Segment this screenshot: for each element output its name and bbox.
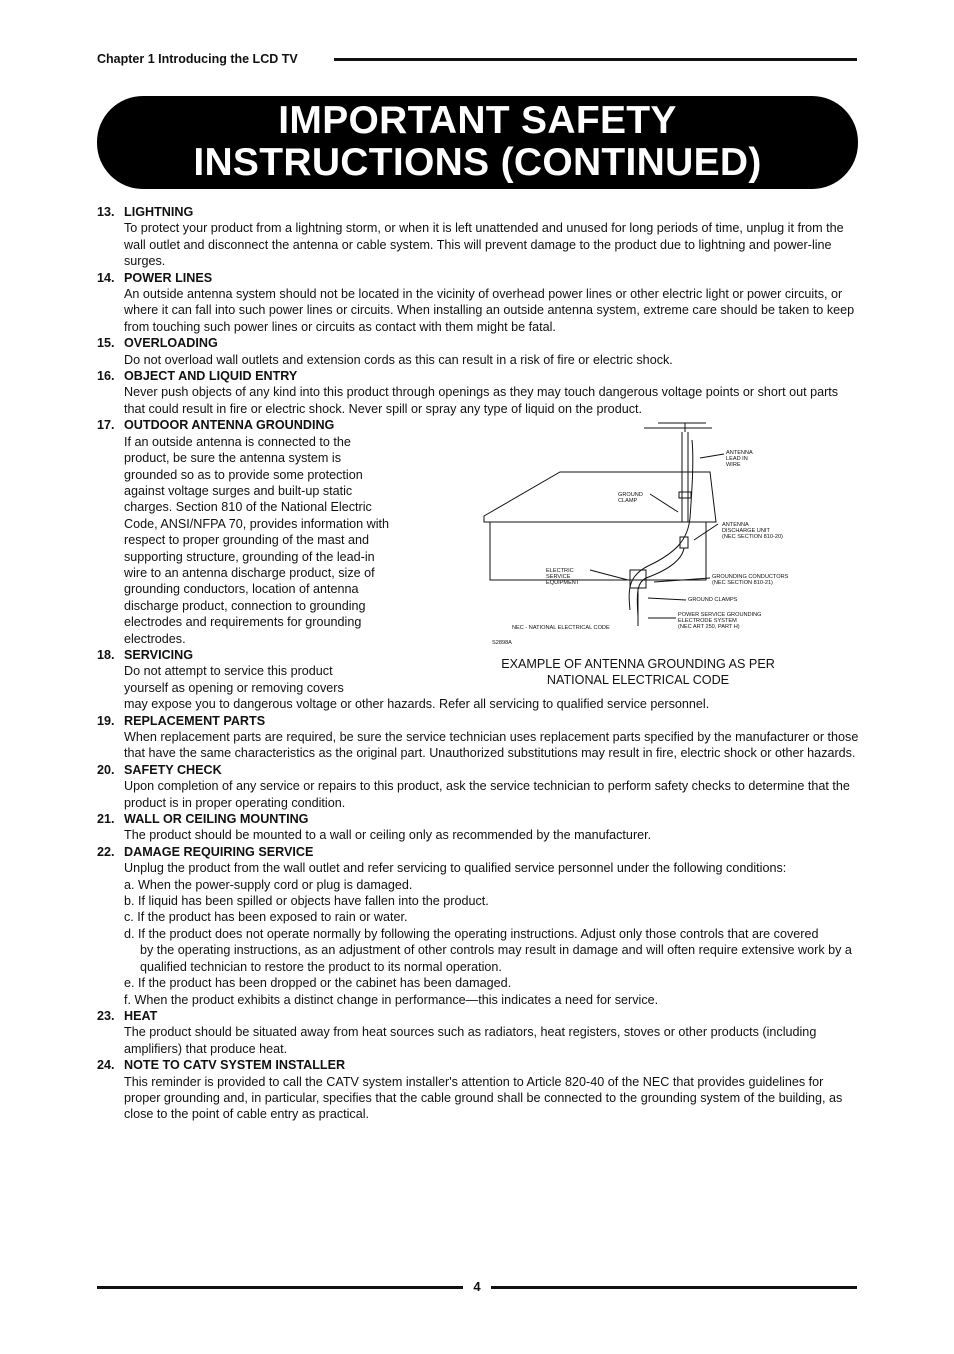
item-15: 15. OVERLOADING Do not overload wall outlets and extension cords as this can result in a risk of fire or electric shock.	[97, 335, 859, 368]
label-ground-clamps: GROUND CLAMPS	[688, 597, 738, 603]
item-body: The product should be situated away from heat sources such as radiators, heat registers, stoves or other products (including amplifiers) that produce heat.	[124, 1025, 817, 1056]
item-18: 18. SERVICING Do not attempt to service this product yourself as opening or removing covers may expose you to dangerous voltage or other hazards. Refer all servicing to qualified service personnel.	[97, 647, 859, 713]
item-title: OVERLOADING	[124, 336, 218, 351]
sub-item-a: a. When the power-supply cord or plug is damaged.	[124, 877, 413, 892]
item-title: OBJECT AND LIQUID ENTRY	[124, 369, 298, 384]
item-22: 22. DAMAGE REQUIRING SERVICE Unplug the product from the wall outlet and refer servicing to qualified service personnel under the following conditions: a. When the power-supply cord or plug is damaged. b. If liquid has been spilled or objects have fallen into the product. c. If the product has been exposed to rain or water. d. If the product does not operate normally by following the operating instructions. Adjust only those controls that are covered by the operating instructions, as an adjustment of other controls may result in damage and will often require extensive work by a qualified technician to restore the product to its normal operation. e. If the product has been dropped or the cabinet has been damaged. f. When the product exhibits a distinct change in performance—this indicates a need for service.	[97, 844, 859, 1008]
item-title: SAFETY CHECK	[124, 762, 222, 777]
item-title: OUTDOOR ANTENNA GROUNDING	[124, 418, 335, 433]
sub-item-e: e. If the product has been dropped or the cabinet has been damaged.	[124, 976, 512, 991]
sub-item-b: b. If liquid has been spilled or objects have fallen into the product.	[124, 894, 489, 909]
sub-item-f: f. When the product exhibits a distinct change in performance—this indicates a need for service.	[124, 992, 659, 1007]
antenna-grounding-figure	[478, 420, 808, 690]
item-title: LIGHTNING	[124, 205, 194, 219]
label-nec: NEC - NATIONAL ELECTRICAL CODE	[512, 625, 610, 631]
label-electric-service: ELECTRIC SERVICE EQUIPMENT	[546, 568, 580, 586]
label-power-service: POWER SERVICE GROUNDING ELECTRODE SYSTEM (NEC ART 250, PART H)	[678, 612, 762, 630]
item-14: 14. POWER LINES An outside antenna system should not be located in the vicinity of overhead power lines or other electric light or power circuits, or where it can fall into such power lines or circuits. When installing an outside antenna system, extreme care should be taken to keep from touching such power lines or circuits as contact with them might be fatal.	[97, 270, 859, 336]
item-title: POWER LINES	[124, 270, 213, 285]
item-body: Unplug the product from the wall outlet and refer servicing to qualified service personnel under the following conditions:	[124, 861, 787, 876]
figure-caption: EXAMPLE OF ANTENNA GROUNDING AS PER NATIONAL ELECTRICAL CODE	[501, 657, 775, 688]
sub-item-d: d. If the product does not operate normally by following the operating instructions. Adjust only those controls that are covered	[124, 926, 819, 941]
item-title: REPLACEMENT PARTS	[124, 713, 266, 728]
item-body: An outside antenna system should not be located in the vicinity of overhead power lines or other electric light or power circuits, or where it can fall into such power lines or circuits. When installing an outside antenna system, extreme care should be taken to keep from touching such power lines or circuits as contact with them might be fatal.	[124, 287, 855, 334]
item-title: WALL OR CEILING MOUNTING	[124, 812, 309, 827]
item-body: Never push objects of any kind into this product through openings as they may touch dangerous voltage points or short out parts that could result in fire or electric shock. Never spill or spray any type of liquid on the product.	[124, 385, 839, 416]
item-title: NOTE TO CATV SYSTEM INSTALLER	[124, 1058, 346, 1073]
item-body: Do not attempt to service this product yourself as opening or removing covers	[124, 664, 344, 695]
label-figure-code: S2898A	[492, 640, 512, 646]
item-body: If an outside antenna is connected to the product, be sure the antenna system is grounded so as to provide some protection against voltage surges and built-up static charges. Section 810 of the National Electric Code, ANSI/NFPA 70, provides information with respect to proper grounding of the mast and supporting structure, grounding of the lead-in wire to an antenna discharge product, size of grounding conductors, location of antenna discharge product, connection to grounding electrodes and requirements for grounding electrodes.	[124, 434, 390, 646]
item-23: 23. HEAT The product should be situated away from heat sources such as radiators, heat registers, stoves or other products (including amplifiers) that produce heat.	[97, 1008, 859, 1057]
antenna-grounding-diagram	[478, 420, 808, 652]
footer-rule-left	[97, 1286, 463, 1289]
item-title: HEAT	[124, 1008, 158, 1023]
page-number: 4	[473, 1279, 481, 1294]
item-title: DAMAGE REQUIRING SERVICE	[124, 844, 314, 859]
footer-rule-right	[491, 1286, 857, 1289]
item-body: When replacement parts are required, be sure the service technician uses replacement parts specified by the manufacturer or those that have the same characteristics as the original part. Unauthorized substitutions may result in fire, electric shock or other hazards.	[124, 730, 859, 761]
item-20: 20. SAFETY CHECK Upon completion of any service or repairs to this product, ask the service technician to perform safety checks to determine that the product is in proper operating condition.	[97, 762, 859, 811]
label-ground-clamp: GROUND CLAMP	[618, 492, 643, 504]
page-title-line-1: IMPORTANT SAFETY	[278, 99, 677, 142]
item-16: 16. OBJECT AND LIQUID ENTRY Never push objects of any kind into this product through openings as they may touch dangerous voltage points or short out parts that could result in fire or electric shock. Never spill or spray any type of liquid on the product.	[97, 368, 859, 417]
label-grounding-conductors: GROUNDING CONDUCTORS (NEC SECTION 810-21)	[712, 574, 789, 586]
item-19: 19. REPLACEMENT PARTS When replacement parts are required, be sure the service technician uses replacement parts specified by the manufacturer or those that have the same characteristics as the original part. Unauthorized substitutions may result in fire, electric shock or other hazards.	[97, 713, 859, 761]
item-body: This reminder is provided to call the CATV system installer's attention to Article 820-40 of the NEC that provides guidelines for proper grounding and, in particular, specifies that the cable ground shall be connected to the grounding system of the building, as close to the point of cable entry as practical.	[124, 1074, 843, 1122]
item-body: Upon completion of any service or repairs to this product, ask the service technician to perform safety checks to determine that the product is in proper operating condition.	[124, 779, 850, 810]
label-antenna-lead: ANTENNA LEAD IN WIRE	[726, 450, 753, 468]
item-body: To protect your product from a lightning storm, or when it is left unattended and unused for long periods of time, unplug it from the wall outlet and disconnect the antenna or cable system. This will prevent damage to the product due to lightning and power-line surges.	[124, 221, 844, 269]
item-body: The product should be mounted to a wall or ceiling only as recommended by the manufacturer.	[124, 828, 652, 843]
chapter-heading: Chapter 1 Introducing the LCD TV	[97, 52, 298, 66]
sub-item-d-continued: by the operating instructions, as an adjustment of other controls may result in damage and will often require extensive work by a qualified technician to restore the product to its normal operation.	[140, 943, 852, 974]
item-21: 21. WALL OR CEILING MOUNTING The product should be mounted to a wall or ceiling only as recommended by the manufacturer.	[97, 811, 859, 844]
sub-item-c: c. If the product has been exposed to rain or water.	[124, 910, 408, 925]
item-17: 17. OUTDOOR ANTENNA GROUNDING If an outside antenna is connected to the product, be sure the antenna system is grounded so as to provide some protection against voltage surges and built-up static charges. Section 810 of the National Electric Code, ANSI/NFPA 70, provides information with respect to proper grounding of the mast and supporting structure, grounding of the lead-in wire to an antenna discharge product, size of grounding conductors, location of antenna discharge product, connection to grounding electrodes and requirements for grounding electrodes.	[97, 417, 859, 647]
item-body-continued: may expose you to dangerous voltage or other hazards. Refer all servicing to qualified service personnel.	[124, 697, 710, 712]
item-24: 24. NOTE TO CATV SYSTEM INSTALLER This reminder is provided to call the CATV system installer's attention to Article 820-40 of the NEC that provides guidelines for proper grounding and, in particular, specifies that the cable ground shall be connected to the grounding system of the building, as close to the point of cable entry as practical.	[97, 1057, 859, 1123]
label-discharge-unit: ANTENNA DISCHARGE UNIT (NEC SECTION 810-20)	[722, 522, 783, 540]
item-title: SERVICING	[124, 647, 194, 662]
item-13: 13. LIGHTNING To protect your product from a lightning storm, or when it is left unattended and unused for long periods of time, unplug it from the wall outlet and disconnect the antenna or cable system. This will prevent damage to the product due to lightning and power-line surges.	[97, 204, 859, 270]
header-rule	[334, 58, 857, 61]
item-body: Do not overload wall outlets and extension cords as this can result in a risk of fire or electric shock.	[124, 352, 673, 367]
page-title-line-2: INSTRUCTIONS (CONTINUED)	[193, 141, 762, 184]
page-title-banner	[97, 96, 858, 189]
